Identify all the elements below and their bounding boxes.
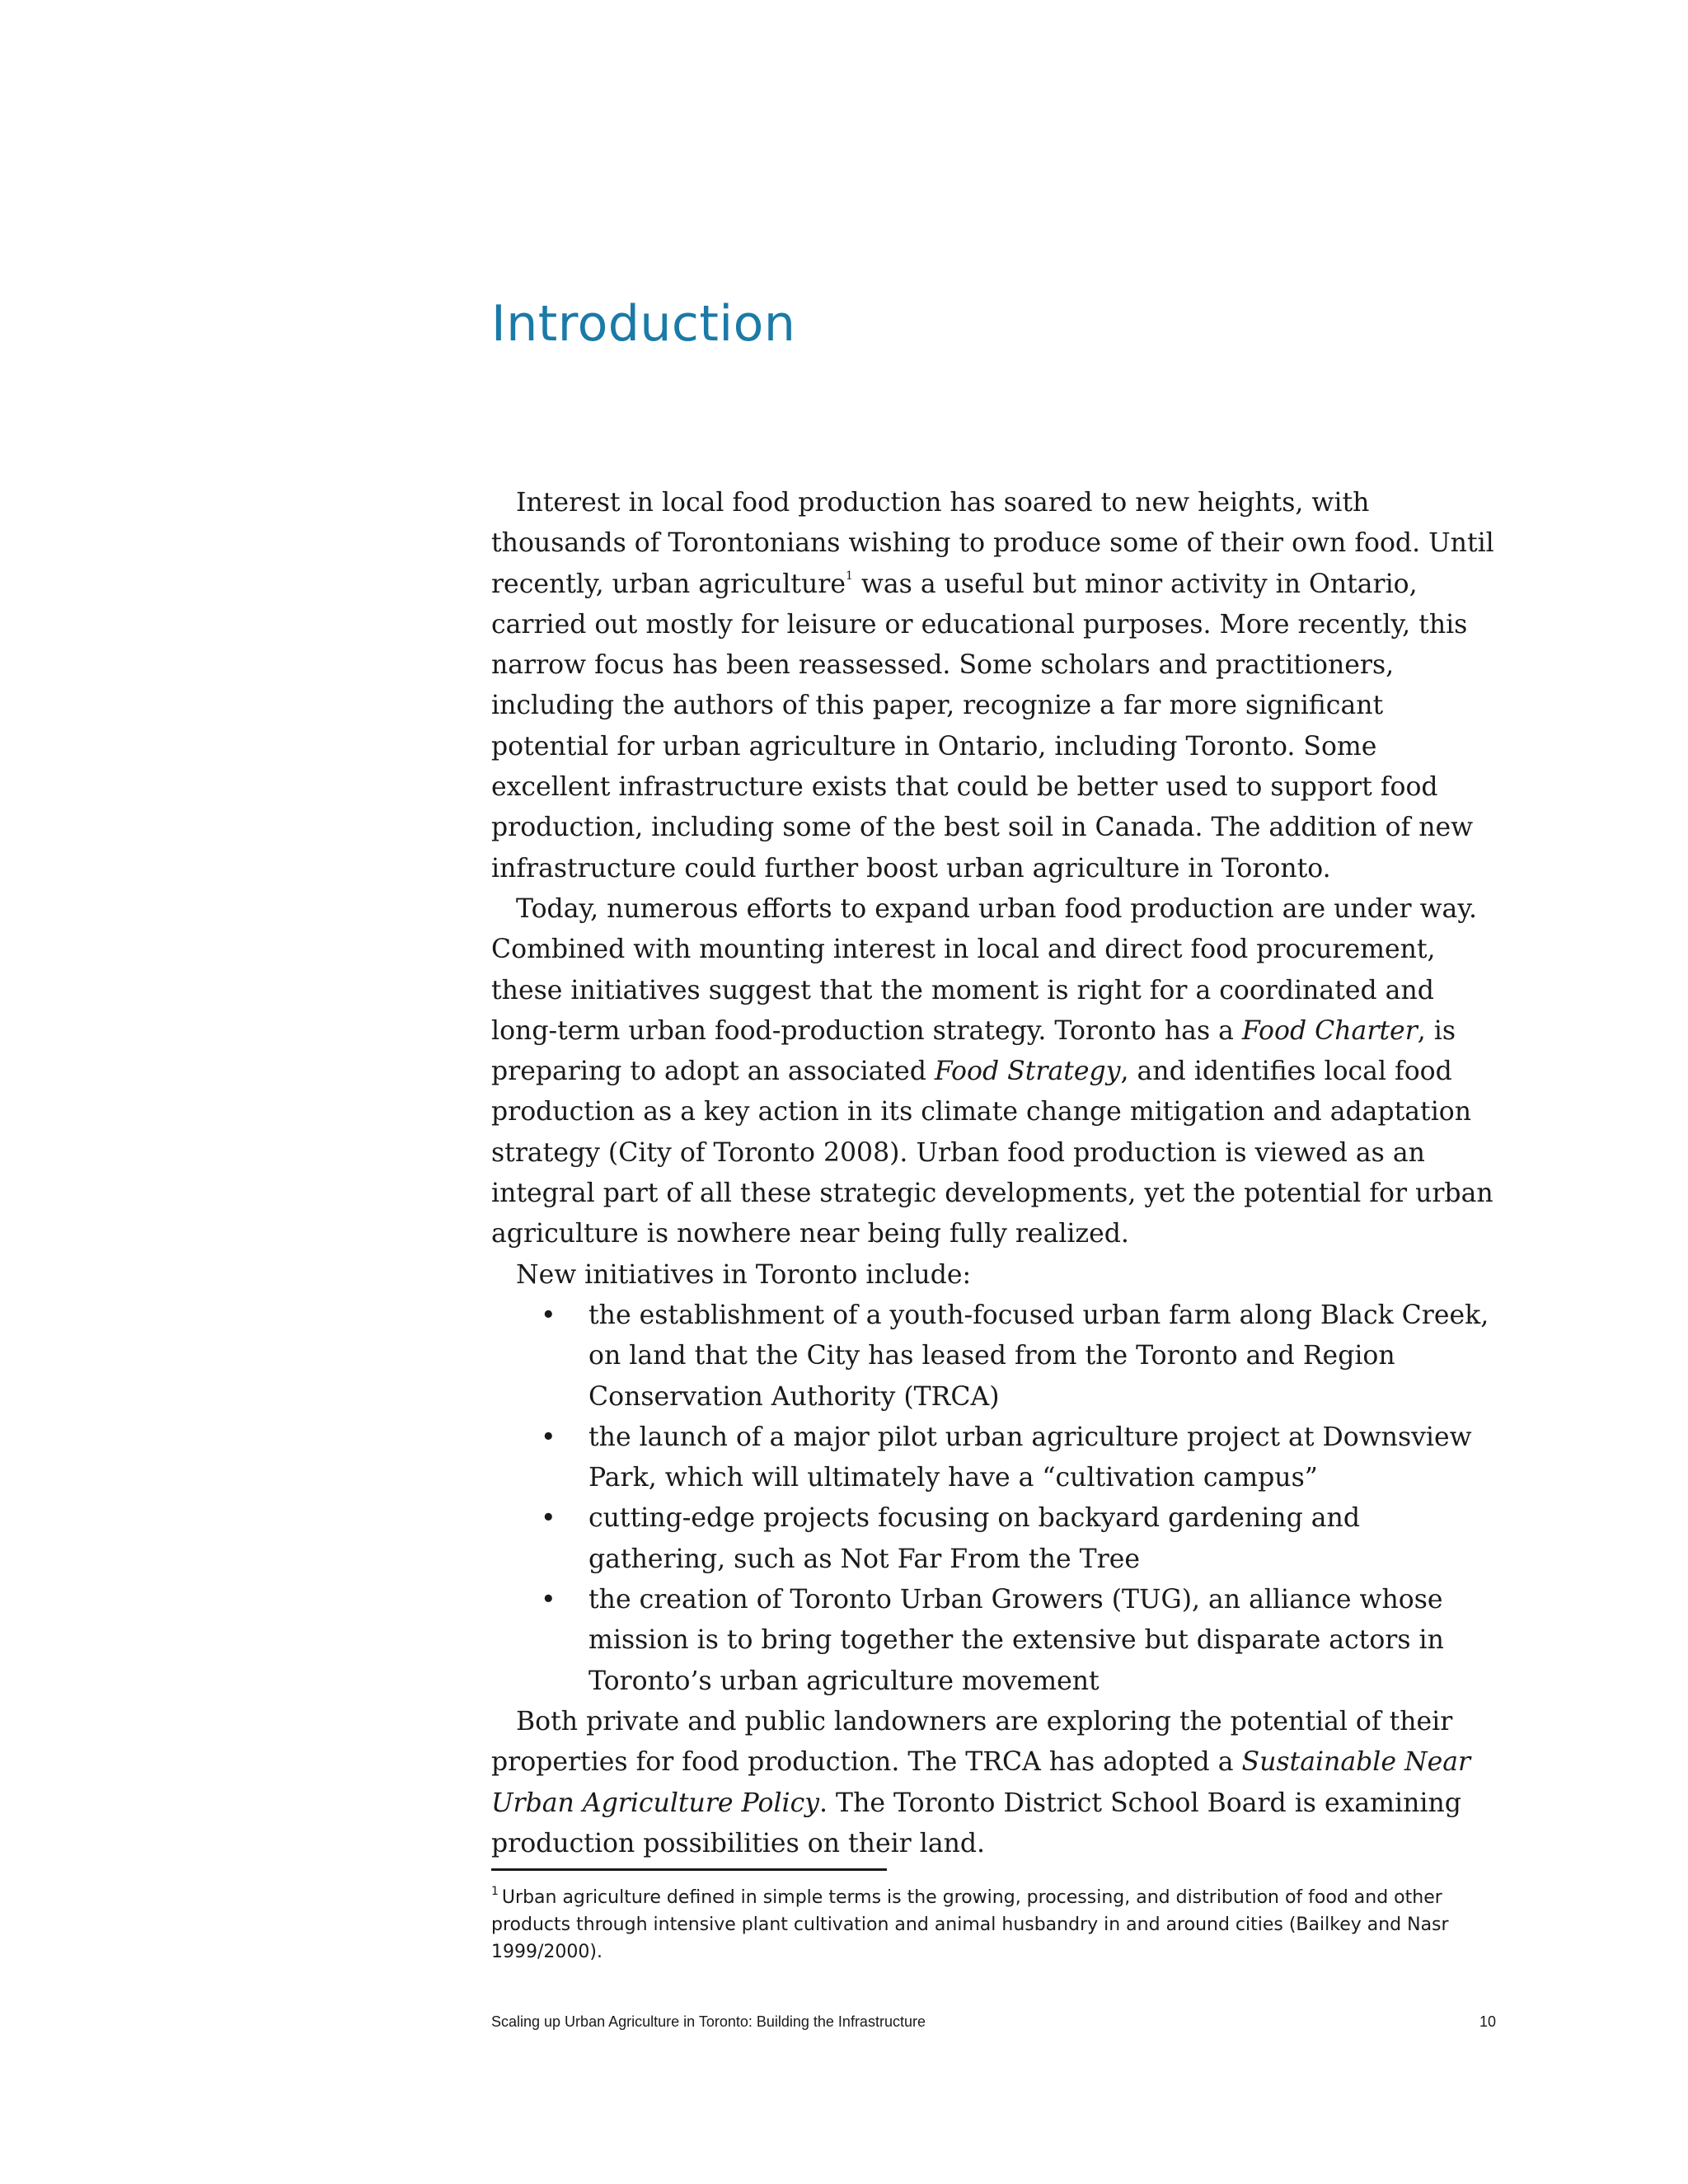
paragraph-4 <box>491 1702 1497 1864</box>
page-number: 10 <box>1479 2013 1496 2030</box>
bullet-icon: • <box>541 1585 556 1615</box>
policy-title: Sustainable Near Urban Agriculture Policy <box>491 1747 1471 1818</box>
list-item-text: the creation of Toronto Urban Growers (TUG), an alliance whose mission is to bring together the extensive but disparate actors in Toronto’s urban agriculture movement <box>588 1585 1444 1696</box>
footnote-number: 1 <box>491 1885 499 1898</box>
paragraph-4-text-b: . The Toronto District School Board is examining production possibilities on their land. <box>491 1788 1461 1858</box>
paragraph-4-text-a: Both private and public landowners are exploring the potential of their properties for food production. The TRCA has adopted a <box>491 1706 1453 1778</box>
footnote <box>491 1884 1489 1966</box>
paragraph-3: New initiatives in Toronto include: <box>516 1259 972 1290</box>
list-item-text: the launch of a major pilot urban agriculture project at Downsview Park, which will ultimately have a “cultivation campus” <box>588 1422 1472 1493</box>
bullet-icon: • <box>541 1300 556 1330</box>
paragraph-2 <box>491 889 1497 1255</box>
paragraph-2-text-c: , and identifies local food production as a key action in its climate change mitigation and adaptation strategy (City of Toronto 2008). Urban food production is viewed as an integral part of all these strategic developments, yet the potential for urban agriculture is nowhere near being fully realized. <box>491 1057 1493 1249</box>
footnote-reference: 1 <box>845 569 853 583</box>
paragraph-1 <box>491 483 1497 889</box>
list-item <box>491 1498 1497 1580</box>
paragraph-1-text-a: Interest in local food production has soared to new heights, with thousands of Torontonians wishing to produce some of their own food. Until recently, urban agriculture <box>491 488 1494 599</box>
list-item <box>491 1418 1497 1499</box>
food-charter-title: Food Charter <box>1241 1015 1418 1046</box>
initiatives-list <box>491 1296 1497 1702</box>
paragraph-2-text-a: Today, numerous efforts to expand urban food production are under way. Combined with mounting interest in local and direct food procurement, these initiatives suggest that the moment is right for a coordinated and long-term urban food-production strategy. Toronto has a <box>491 893 1477 1046</box>
list-item-text: the establishment of a youth-focused urban farm along Black Creek, on land that the City has leased from the Toronto and Region Conservation Authority (TRCA) <box>588 1300 1489 1412</box>
paragraph-1-text-b: was a useful but minor activity in Ontario, carried out mostly for leisure or educational purposes. More recently, this narrow focus has been reassessed. Some scholars and practitioners, including the authors of this paper, recognize a far more significant potential for urban agriculture in Ontario, including Toronto. Some excellent infrastructure exists that could be better used to support food production, including some of the best soil in Canada. The addition of new infrastructure could further boost urban agriculture in Toronto. <box>491 569 1474 883</box>
page-title: Introduction <box>491 295 796 353</box>
footer-title: Scaling up Urban Agriculture in Toronto: Building the Infrastructure <box>491 2013 926 2030</box>
food-strategy-title: Food Strategy <box>934 1057 1121 1087</box>
footnote-text: Urban agriculture defined in simple terms is the growing, processing, and distribution of food and other products through intensive plant cultivation and animal husbandry in and around cities (Bailkey and Nasr 1999/2000). <box>491 1887 1449 1962</box>
list-item <box>491 1296 1497 1418</box>
list-item-text: cutting-edge projects focusing on backyard gardening and gathering, such as Not Far From the Tree <box>588 1503 1360 1574</box>
paragraph-2-text-b: , is preparing to adopt an associated <box>491 1015 1456 1087</box>
bullet-icon: • <box>541 1503 556 1534</box>
bullet-icon: • <box>541 1422 556 1452</box>
body-text <box>491 483 1497 1864</box>
footnote-divider <box>491 1868 887 1871</box>
list-item <box>491 1580 1497 1702</box>
